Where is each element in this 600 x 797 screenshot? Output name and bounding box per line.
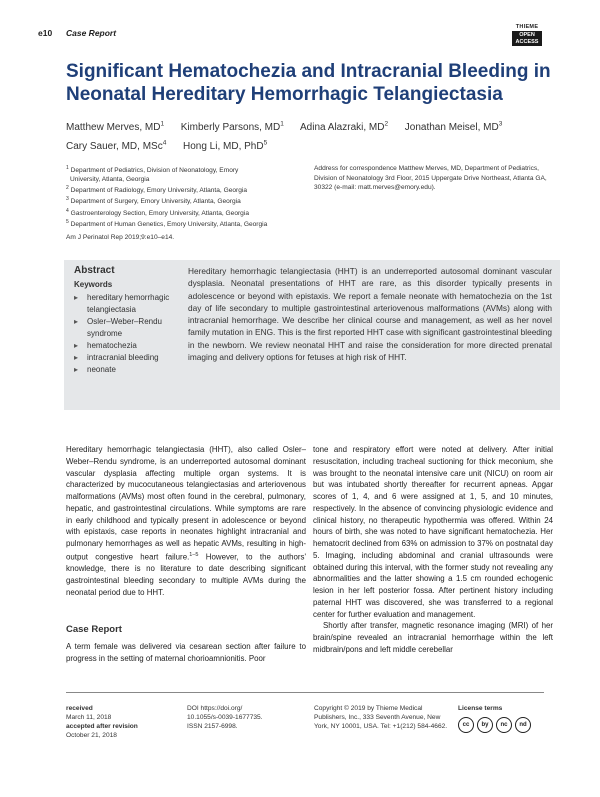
author: Matthew Merves, $MD^1$ (66, 121, 165, 134)
abstract-heading: Abstract (74, 265, 115, 276)
affiliation-continued: University, Atlanta, Georgia (70, 176, 150, 184)
affiliation: $^3$ Department of Surgery, Emory University, Atlanta, Georgia (66, 196, 241, 206)
keywords-heading: Keywords (74, 280, 113, 289)
keyword: ▸ intracranial bleeding (74, 352, 184, 364)
open-access-logo (512, 24, 542, 46)
author: Hong Li, MD, PhD$^5$ (183, 139, 268, 152)
page-number: e10 (38, 28, 53, 38)
open-access-badge (512, 31, 542, 46)
keyword: ▸ hematochezia (74, 340, 184, 352)
cc-by-icon: by (477, 717, 493, 733)
keyword: ▸ neonate (74, 364, 184, 376)
author: Cary Sauer, MD, MSc$^4$ (66, 139, 167, 152)
case-paragraph: A term female was delivered via cesarean section after failure to progress in the setting of maternal chorioamnionitis. Poor (66, 642, 306, 663)
author: Adina Alazraki, $MD^2$ (299, 121, 389, 134)
case-report-heading: Case Report (66, 624, 122, 635)
footer-divider (66, 692, 544, 693)
keyword: ▸ hereditary hemorrhagic telangiectasia (74, 292, 184, 316)
intro-paragraph: Hereditary hemorrhagic telangiectasia (HHT), also called Osler–Weber–Rendu syndrome, is an underreported autosomal dominant vascular dysplasia affecting multiple organ systems. It is characterized by mucocutaneous telangiectasias and arteriovenous malformations (AVMs) most often found in the cerebral, pulmonary, hepatic, and gastrointestinal circulations. While symptoms are rare in early childhood and typically present in adolescence or beyond with epistaxis, case reports in neonates highlight intracranial and pulmonary hemorrhages as well as hepatic AVMs, resulting in high-output congestive heart failure.$^{1-5}$ However, to the authors' knowledge, there is no literature to date describing significant gastrointestinal bleeding secondary to multiple AVMs during the neonatal period due to HHT. (66, 445, 306, 597)
license-icons[interactable] (458, 717, 548, 733)
received-info: received March 11, 2018 accepted after revision October 21, 2018 (66, 705, 138, 739)
copyright-info: Copyright © 2019 by Thieme Medical Publishers, Inc., 333 Seventh Avenue, New York, NY 10001, USA. Tel: +1(212) 584-4662. (314, 705, 448, 730)
badge-line-2: ACCESS (515, 38, 539, 45)
cc-icon: cc (458, 717, 474, 733)
article-title: Significant Hematochezia and Intracranial Bleeding in Neonatal Hereditary Hemorrhagic Telangiectasia (66, 61, 551, 105)
doi-info: DOI https://doi.org/ 10.1055/s-0039-1677735. ISSN 2157-6998. (187, 704, 302, 731)
keyword: ▸ Osler–Weber–Rendu syndrome (74, 316, 184, 340)
keywords-list (74, 292, 184, 376)
running-header (0, 24, 600, 44)
license-terms: License terms cc by nc nd (458, 704, 548, 733)
affiliation: $^1$ Department of Pediatrics, Division of Neonatology, Emory (66, 165, 239, 175)
citation-ref: 1–5 (189, 551, 199, 558)
author: Jonathan Meisel, $MD^3$ (404, 121, 503, 134)
affiliation: $^4$ Gastroenterology Section, Emory University, Atlanta, Georgia (66, 207, 249, 217)
affiliation: $^2$ Department of Radiology, Emory University, Atlanta, Georgia (66, 185, 248, 195)
doi-link[interactable]: DOI https://doi.org/ (187, 705, 243, 712)
correspondence-address: Address for correspondence Matthew Merves, MD, Department of Pediatrics, Division of Neonatology 3rd Floor, 2015 Uppergate Drive Northeast, Atlanta GA, 30322 (e-mail: matt.merves@emory.edu). (314, 165, 547, 191)
cc-nd-icon: nd (515, 717, 531, 733)
affiliation: $^5$ Department of Human Genetics, Emory University, Atlanta, Georgia (66, 218, 268, 228)
abstract-text: Hereditary hemorrhagic telangiectasia (HHT) is an underreported autosomal dominant vascular dysplasia. Neonatal presentations of HHT are rare, as this disorder typically presents in adolescence or beyond with epistaxis. We report a female neonate with hematochezia on the 1st day of life secondary to multiple gastrointestinal arteriovenous malformations (AVMs) along with intracranial hemorrhage. We describe her clinical course and management, as well as her novel family mutation in ENG. This is the first reported HHT case with significant gastrointestinal bleeding in the newborn. We review neonatal HHT and raise the consideration for more directed prenatal imaging and delivery options for fetuses at high risk of HHT. (188, 266, 552, 363)
affiliations (66, 164, 306, 229)
section-label: Case Report (66, 28, 117, 38)
author: Kimberly Parsons, $MD^1$ (180, 121, 284, 134)
abstract-box (64, 260, 560, 410)
badge-line-1: OPEN (519, 32, 535, 38)
cc-nc-icon: nc (496, 717, 512, 733)
publisher-name: THIEME (515, 24, 539, 30)
case-paragraph-continued: tone and respiratory effort were noted at delivery. After initial resuscitation, including tracheal suctioning for thick meconium, she was brought to the neonatal intensive care unit (NICU) on room air but was intubated shortly thereafter for recurrent apneas. Apgar scores of 1, 4, and 6 were assigned at 1, 5, and 10 minutes, respectively. In the absence of convincing physiologic evidence and clinical history, no therapeutic hypothermia was offered. Within 24 hours of birth, she was noted to have significant hematochezia. Her hematocrit declined from 63% on admission to 37% on postnatal day 5. Imaging, including abdominal and cranial ultrasounds were obtained during this interval, with the former study not revealing any abnormalities and the latter showing a 1.5 cm rounded echogenic lesion in her left posterior fossa. After pertinent history including paternal HHT was discovered, she was transferred to a regional center for further evaluation and management. (313, 445, 553, 619)
case-paragraph: Shortly after transfer, magnetic resonance imaging (MRI) of her brain/spine revealed an intracranial hemorrhage within the left midbrain/pons and left middle cerebellar (313, 621, 553, 654)
author-list (66, 117, 546, 154)
right-column (313, 444, 553, 656)
journal-citation: Am J Perinatol Rep 2019;9:e10–e14. (66, 234, 175, 241)
